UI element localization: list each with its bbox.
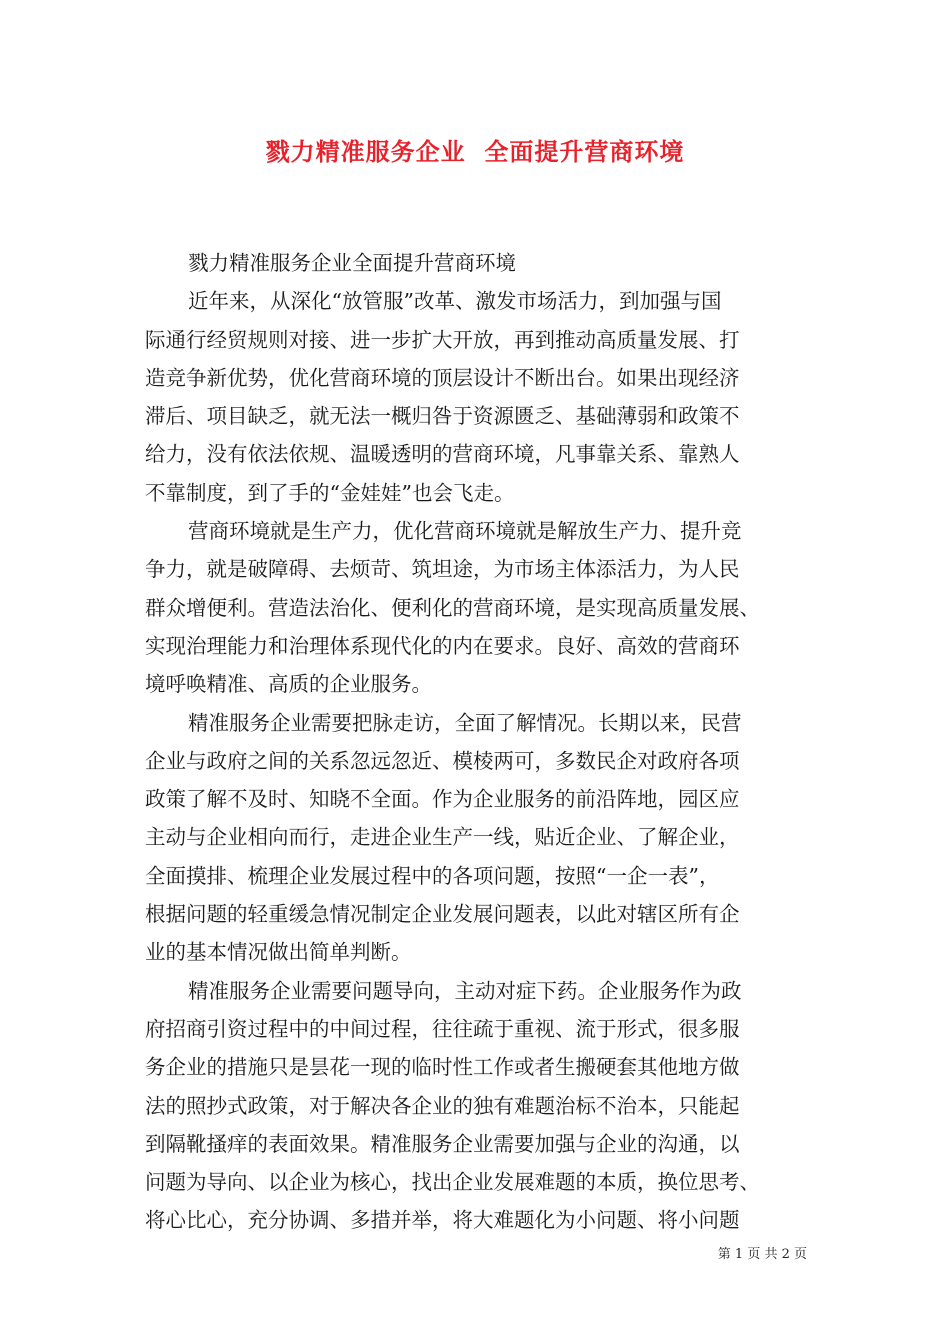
text-line: 业的基本情况做出简单判断。: [145, 940, 412, 965]
text-line: 戮力精准服务企业全面提升营商环境: [188, 251, 516, 275]
text-line: 造竞争新优势，优化营商环境的顶层设计不断出台。如果出现经济: [145, 365, 740, 390]
text-line: 务企业的措施只是昙花一现的临时性工作或者生搬硬套其他地方做: [145, 1055, 740, 1080]
text-line: 全面摸排、梳理企业发展过程中的各项问题，按照“一企一表”，: [145, 863, 720, 888]
text-line: 争力，就是破障碍、去烦苛、筑坦途，为市场主体添活力，为人民: [145, 557, 740, 582]
text-line: 问题为导向、以企业为核心，找出企业发展难题的本质，换位思考、: [145, 1170, 760, 1195]
text-line: 精准服务企业需要问题导向，主动对症下药。企业服务作为政: [188, 978, 742, 1003]
text-line: 府招商引资过程中的中间过程，往往疏于重视、流于形式，很多服: [145, 1016, 740, 1041]
text-line: 法的照抄式政策，对于解决各企业的独有难题治标不治本，只能起: [145, 1093, 740, 1118]
text-line: 实现治理能力和治理体系现代化的内在要求。良好、高效的营商环: [145, 633, 740, 658]
text-line: 近年来，从深化“放管服”改革、激发市场活力，到加强与国: [188, 289, 722, 314]
text-line: 际通行经贸规则对接、进一步扩大开放，再到推动高质量发展、打: [145, 327, 740, 352]
text-line: 滞后、项目缺乏，就无法一概归咎于资源匮乏、基础薄弱和政策不: [145, 404, 740, 429]
text-line: 将心比心，充分协调、多措并举，将大难题化为小问题、将小问题: [145, 1208, 740, 1233]
text-line: 主动与企业相向而行，走进企业生产一线，贴近企业、了解企业，: [145, 825, 740, 850]
text-line: 境呼唤精准、高质的企业服务。: [145, 672, 432, 697]
text-line: 不靠制度，到了手的“金娃娃”也会飞走。: [145, 480, 515, 505]
text-line: 到隔靴搔痒的表面效果。精准服务企业需要加强与企业的沟通，以: [145, 1131, 740, 1156]
document-body: [145, 244, 817, 1240]
text-line: 营商环境就是生产力，优化营商环境就是解放生产力、提升竞: [188, 519, 742, 544]
text-line: 给力，没有依法依规、温暖透明的营商环境，凡事靠关系、靠熟人: [145, 442, 740, 467]
text-line: 企业与政府之间的关系忽远忽近、模棱两可，多数民企对政府各项: [145, 748, 740, 773]
text-line: 政策了解不及时、知晓不全面。作为企业服务的前沿阵地，园区应: [145, 787, 740, 812]
text-line: 精准服务企业需要把脉走访，全面了解情况。长期以来，民营: [188, 710, 742, 735]
page-footer: 第 1 页 共 2 页: [717, 1247, 807, 1262]
document-title: 戮力精准服务企业 全面提升营商环境: [265, 137, 685, 166]
text-line: 根据问题的轻重缓急情况制定企业发展问题表，以此对辖区所有企: [145, 902, 740, 927]
text-line: 群众增便利。营造法治化、便利化的营商环境，是实现高质量发展、: [145, 595, 760, 620]
